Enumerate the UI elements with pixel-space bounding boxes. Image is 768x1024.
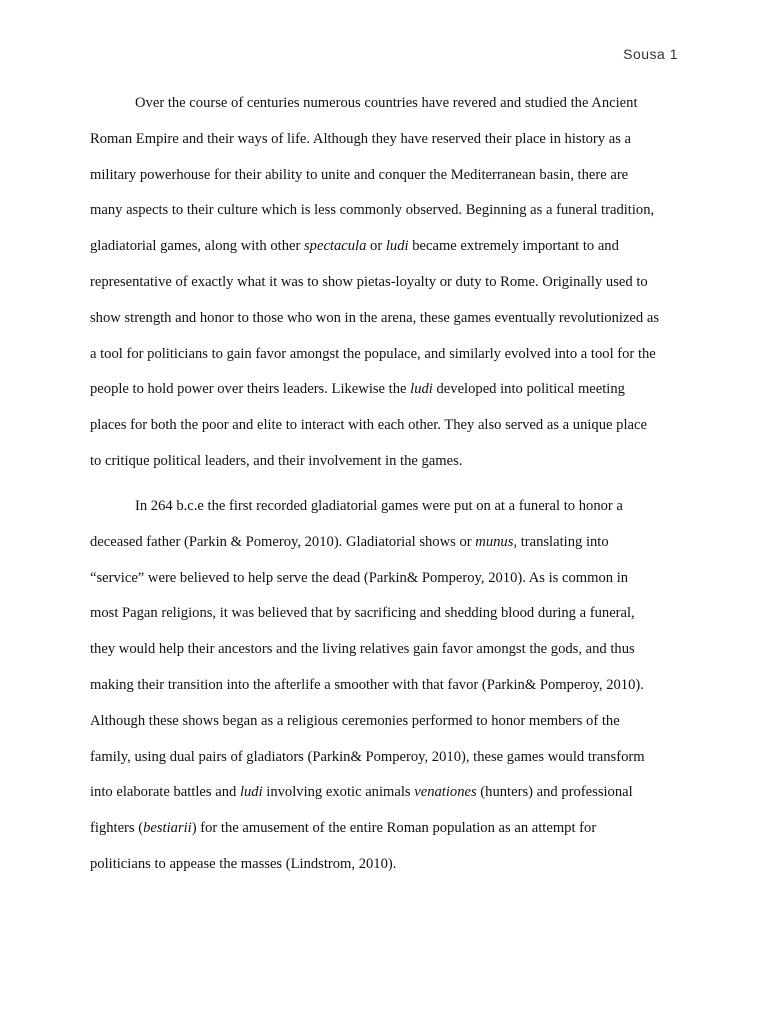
text-run: Although these shows began as a religious ceremonies performed to honor members of the [90,712,620,729]
text-run: many aspects to their culture which is less commonly observed. Beginning as a funeral tradition, [90,202,655,219]
text-run: politicians to appease the masses (Lindstrom, 2010). [90,855,397,872]
text-line [90,372,680,408]
text-line [90,632,680,668]
text-run: ) for the amusement of the entire Roman population as an attempt for [191,820,597,837]
text-run: family, using dual pairs of gladiators (Parkin& Pomperoy, 2010), these games would transform [90,748,645,765]
text-line [90,811,680,847]
text-line [90,444,680,480]
text-run: a tool for politicians to gain favor amongst the populace, and similarly evolved into a tool for the [90,345,656,362]
text-line [90,596,680,632]
text-line [90,489,680,525]
text-run: Roman Empire and their ways of life. Although they have reserved their place in history as a [90,130,632,147]
text-line [90,668,680,704]
italic-term: venationes [414,784,477,801]
italic-term: ludi [385,238,409,255]
text-run: military powerhouse for their ability to unite and conquer the Mediterranean basin, there are [90,166,629,183]
italic-term: bestiarii [143,820,192,837]
text-run: (hunters) and professional [476,784,633,801]
italic-term: ludi [239,784,263,801]
text-run: , translating into [513,533,609,550]
header-author: Sousa [623,46,666,62]
text-run: representative of exactly what it was to show pietas-loyalty or duty to Rome. Originally used to [90,273,648,290]
text-run: show strength and honor to those who won in the arena, these games eventually revolutionized as [90,309,660,326]
text-line [90,740,680,776]
text-line [90,193,680,229]
text-line [90,265,680,301]
text-line [90,704,680,740]
text-run: gladiatorial games, along with other [90,238,304,255]
text-line [90,229,680,265]
paragraph [90,86,680,480]
text-line [90,408,680,444]
text-line [90,301,680,337]
text-line [90,158,680,194]
text-run: developed into political meeting [432,381,625,398]
text-run: making their transition into the afterlife a smoother with that favor (Parkin& Pomperoy, 2010). [90,676,644,693]
header-page-number: 1 [669,46,678,62]
paragraph [90,489,680,883]
italic-term: ludi [410,381,433,398]
text-line [90,337,680,373]
text-run: into elaborate battles and [90,784,240,801]
italic-term: munus [475,533,514,550]
text-run: people to hold power over theirs leaders. Likewise the [90,381,411,398]
text-run: In 264 b.c.e the first recorded gladiatorial games were put on at a funeral to honor a [135,498,623,514]
text-line [90,86,680,122]
text-run: fighters ( [90,820,144,837]
page-header [623,46,678,62]
text-line [90,122,680,158]
text-run: places for both the poor and elite to interact with each other. They also served as a unique place [90,417,647,434]
text-run: involving exotic animals [262,784,415,801]
text-run: “service” were believed to help serve the dead (Parkin& Pomperoy, 2010). As is common in [90,569,629,586]
text-run: became extremely important to and [408,238,619,255]
text-line [90,775,680,811]
text-run: they would help their ancestors and the living relatives gain favor amongst the gods, and thus [90,641,635,658]
text-line [90,525,680,561]
text-run: deceased father (Parkin & Pomeroy, 2010). Gladiatorial shows or [90,533,476,550]
text-run: or [366,238,386,255]
text-line [90,561,680,597]
text-run: to critique political leaders, and their involvement in the games. [90,452,463,469]
text-line [90,847,680,883]
text-run: most Pagan religions, it was believed that by sacrificing and shedding blood during a funeral, [90,605,635,622]
text-run: Over the course of centuries numerous countries have revered and studied the Ancient [135,95,638,111]
italic-term: spectacula [303,238,367,255]
